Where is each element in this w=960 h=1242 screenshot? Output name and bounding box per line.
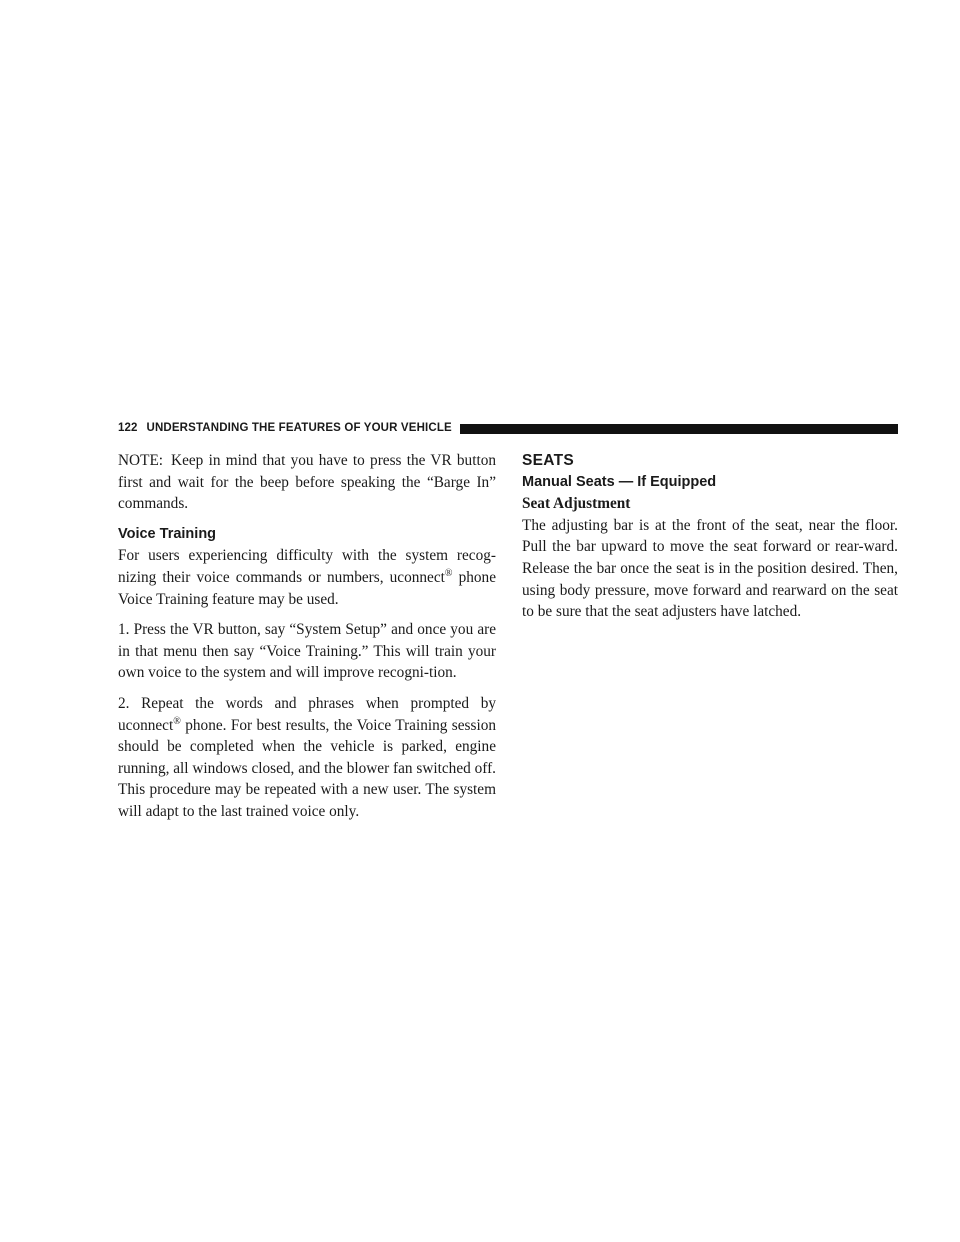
section-title: UNDERSTANDING THE FEATURES OF YOUR VEHICLE — [146, 422, 452, 434]
voice-intro-text-b: phone Voice Training feature may be used. — [118, 568, 496, 608]
voice-training-heading: Voice Training — [118, 525, 217, 542]
registered-mark: ® — [173, 715, 181, 727]
registered-mark: ® — [444, 567, 453, 579]
manual-seats-heading: Manual Seats — If Equipped — [522, 473, 717, 490]
note-label: NOTE: — [118, 452, 164, 469]
step-2-text-a: 2. Repeat the words and phrases when prompted by uconnect — [118, 694, 496, 734]
right-column — [522, 450, 898, 632]
page-number: 122 — [118, 422, 138, 434]
left-column — [118, 450, 496, 832]
seat-adjustment-heading: Seat Adjustment — [522, 495, 631, 513]
header-rule — [460, 424, 898, 434]
voice-training-intro — [118, 545, 496, 610]
step-2-text-b: phone. For best results, the Voice Training session should be completed when the vehicle is parked, engine running, all windows closed, and the blower fan switched off. This procedure may be repeated with a new user. The system will adapt to the last trained voice only. — [118, 716, 496, 820]
seat-adjustment-paragraph: The adjusting bar is at the front of the seat, near the floor. Pull the bar upward to move the seat forward or rear-ward. Release the bar once the seat is in the position desired. Then, using body pressure, move forward and rearward on the seat to be sure that the seat adjusters have latched. — [522, 516, 898, 621]
step-1-paragraph: 1. Press the VR button, say “System Setup” and once you are in that menu then say “Voice Training.” This will train your own voice to the system and will improve recogni-tion. — [118, 621, 496, 682]
voice-intro-text-a: For users experiencing difficulty with the system recog-nizing their voice commands or numbers, uconnect — [118, 547, 496, 586]
step-2-paragraph — [118, 693, 496, 823]
page-header — [118, 420, 898, 436]
note-paragraph — [118, 450, 496, 515]
note-text: Keep in mind that you have to press the VR button first and wait for the beep before speaking the “Barge In” commands. — [118, 452, 496, 513]
seats-heading: SEATS — [522, 452, 575, 469]
